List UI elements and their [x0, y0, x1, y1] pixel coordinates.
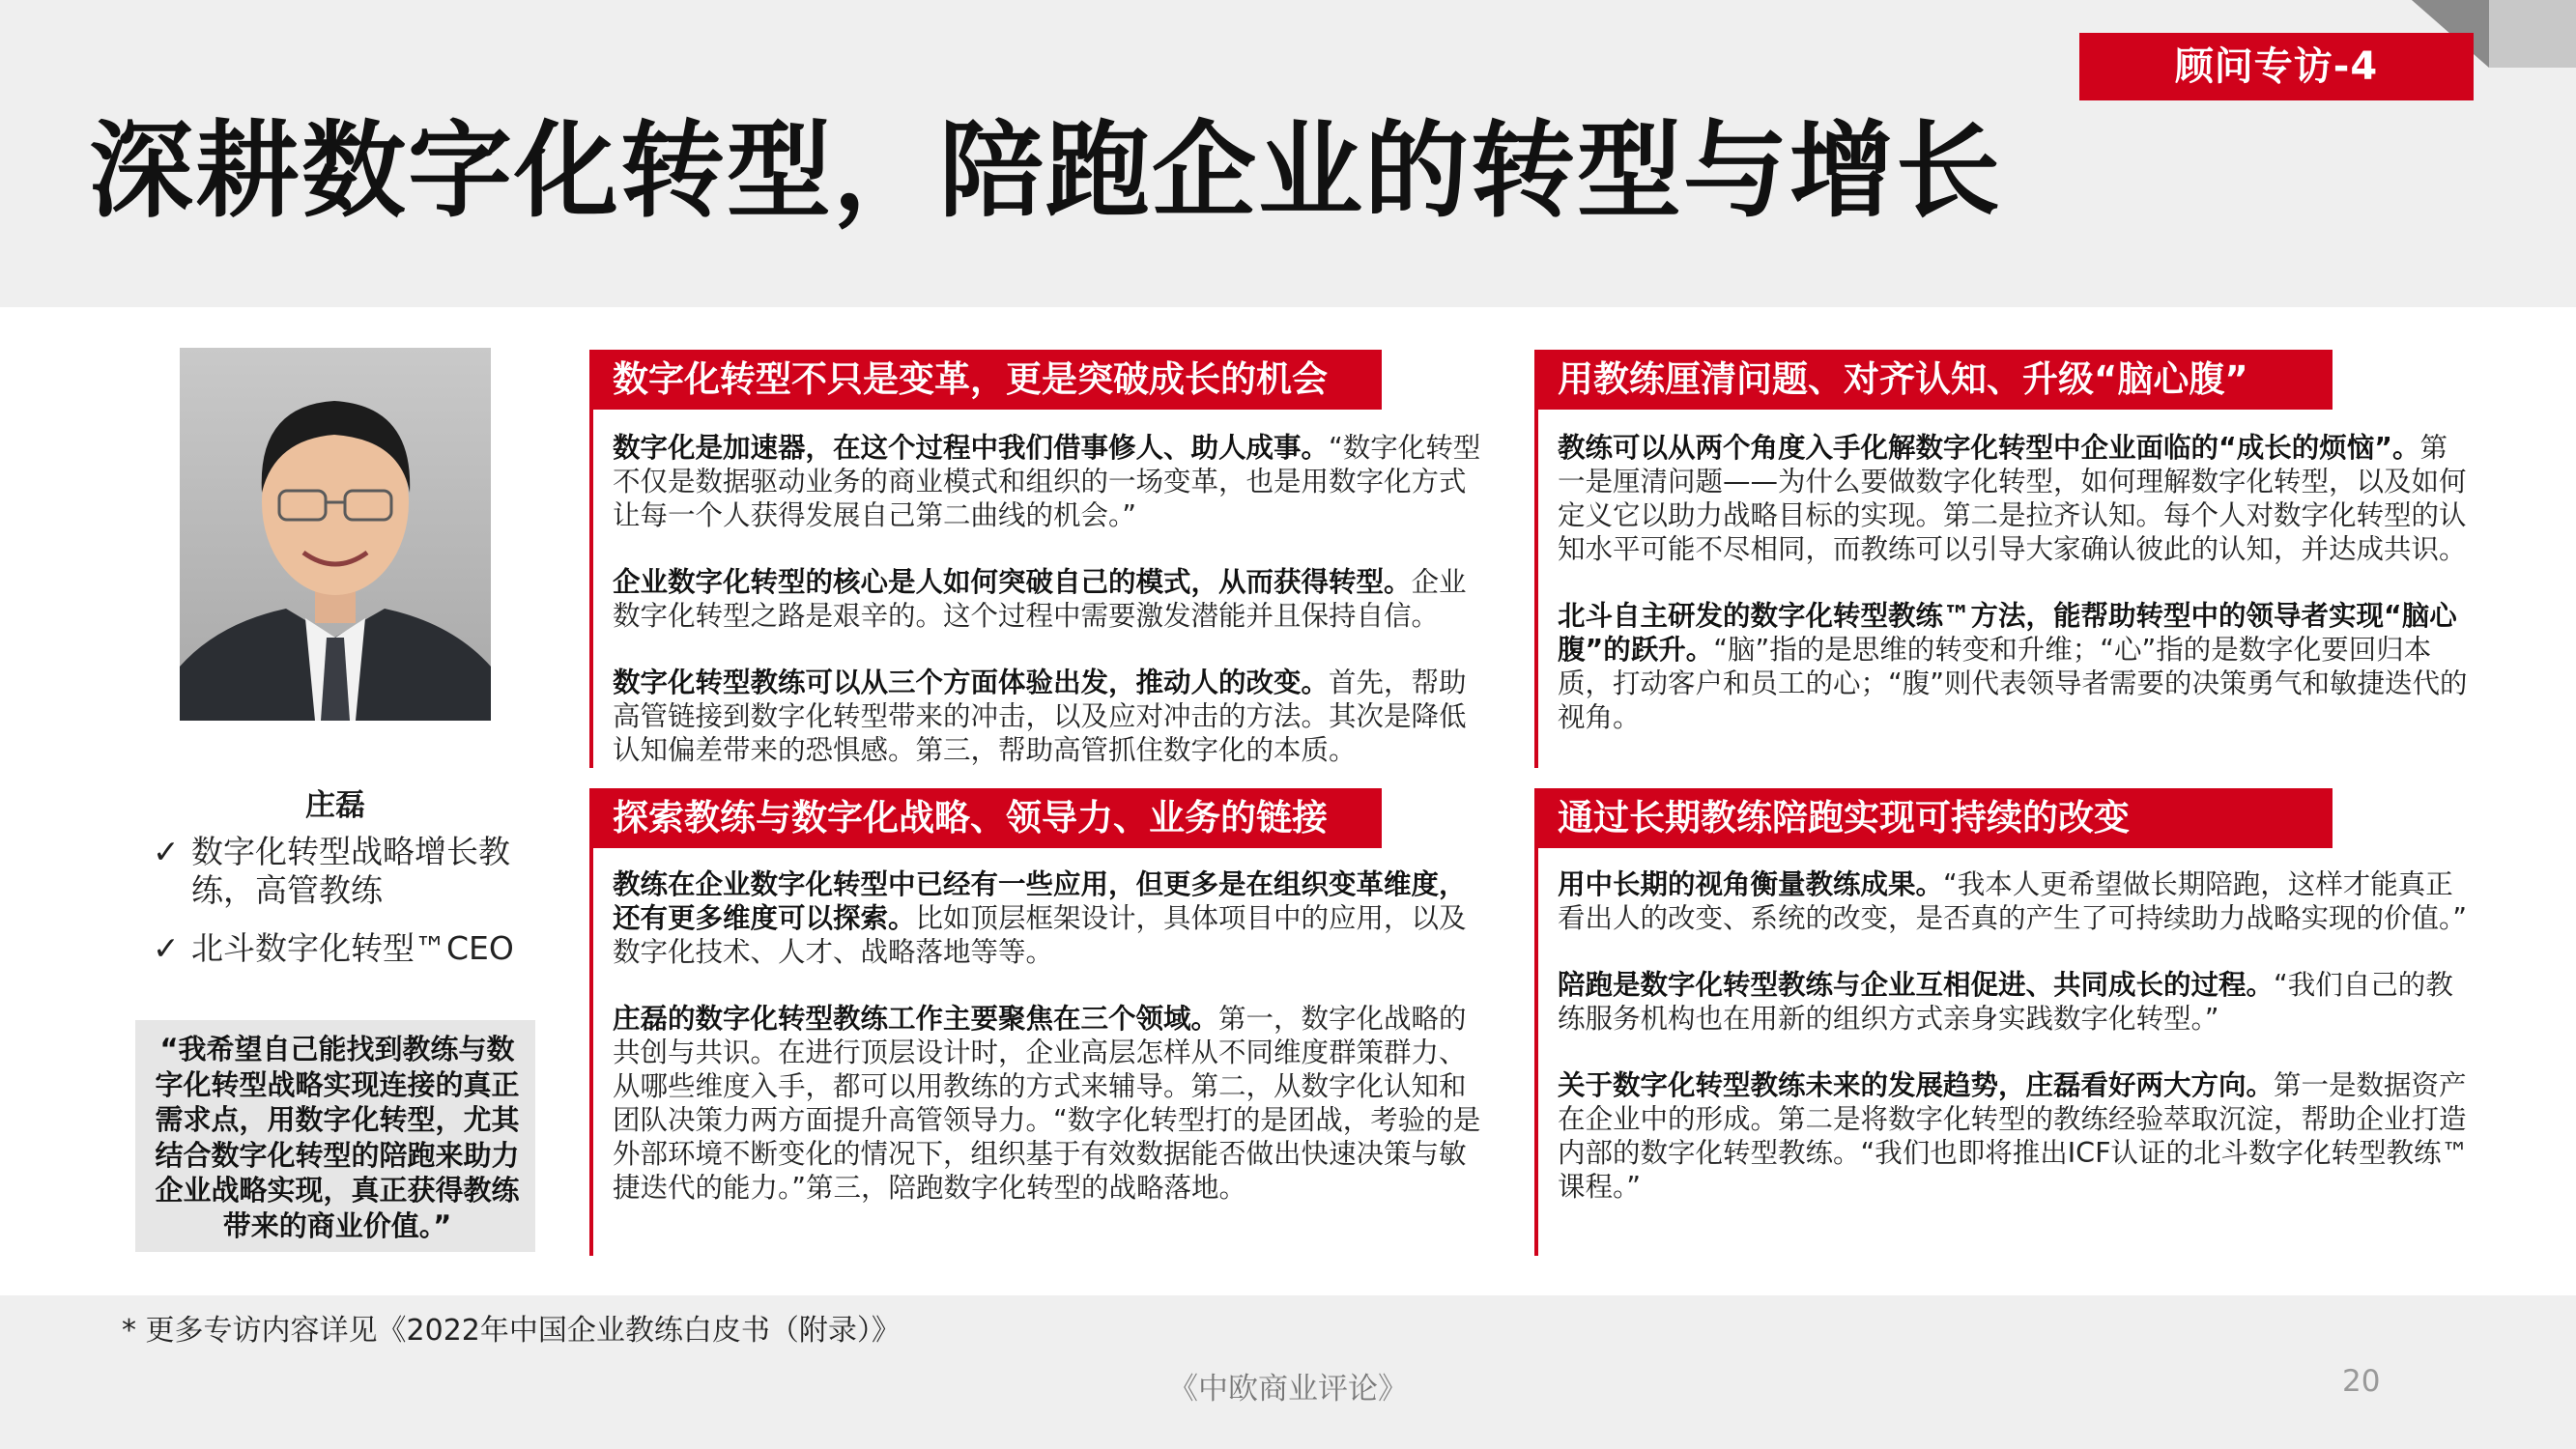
- credential-item: ✓ 数字化转型战略增长教练，高管教练: [153, 833, 510, 909]
- section-body: [1558, 867, 2472, 1236]
- section-heading: 探索教练与数字化战略、领导力、业务的链接: [589, 788, 1382, 848]
- paragraph: 教练在企业数字化转型中已经有一些应用，但更多是在组织变革维度，还有更多维度可以探索。比如顶层框架设计，具体项目中的应用，以及数字化技术、人才、战略落地等等。: [613, 868, 1467, 968]
- paragraph: 用中长期的视角衡量教练成果。“我本人更希望做长期陪跑，这样才能真正看出人的改变、系统的改变，是否真的产生了可持续助力战略实现的价值。”: [1558, 868, 2468, 934]
- paragraph: 关于数字化转型教练未来的发展趋势，庄磊看好两大方向。第一是数据资产在企业中的形成。第二是将数字化转型的教练经验萃取沉淀，帮助企业打造内部的数字化转型教练。“我们也即将推出ICF认证的北斗数字化转型教练™课程。”: [1558, 1069, 2469, 1203]
- section-heading: 用教练厘清问题、对齐认知、升级“脑心腹”: [1534, 350, 2333, 410]
- page-title: 深耕数字化转型，陪跑企业的转型与增长: [89, 111, 2003, 232]
- paragraph: 陪跑是数字化转型教练与企业互相促进、共同成长的过程。“我们自己的教练服务机构也在用新的组织方式亲身实践数字化转型。”: [1558, 969, 2453, 1035]
- pull-quote: “我希望自己能找到教练与数字化转型战略实现连接的真正需求点，用数字化转型，尤其结合数字化转型的陪跑来助力企业战略实现，真正获得教练带来的商业价值。”: [135, 1020, 535, 1252]
- portrait-photo: [180, 348, 491, 721]
- section-body: [1558, 431, 2472, 767]
- paragraph: 数字化是加速器，在这个过程中我们借事修人、助人成事。“数字化转型不仅是数据驱动业务的商业模式和组织的一场变革，也是用数字化方式让每一个人获得发展自己第二曲线的机会。”: [613, 432, 1481, 531]
- section-body: [613, 867, 1492, 1237]
- section-heading: 通过长期教练陪跑实现可持续的改变: [1534, 788, 2333, 848]
- person-name: 庄磊: [305, 788, 365, 823]
- checkmark-icon: ✓: [153, 833, 180, 870]
- section-brain-heart-gut: [1534, 350, 2481, 768]
- paragraph: 数字化转型教练可以从三个方面体验出发，推动人的改变。首先，帮助高管链接到数字化转型带来的冲击，以及应对冲击的方法。其次是降低认知偏差带来的恐惧感。第三，帮助高管抓住数字化的本质。: [613, 667, 1467, 766]
- interview-tag: 顾问专访-4: [2079, 33, 2474, 100]
- paragraph: 庄磊的数字化转型教练工作主要聚焦在三个领域。第一，数字化战略的共创与共识。在进行顶层设计时，企业高层怎样从不同维度群策群力、从哪些维度入手，都可以用教练的方式来辅导。第二，从数字化认知和团队决策力两方面提升高管领导力。“数字化转型打的是团战，考验的是外部环境不断变化的情况下，组织基于有效数据能否做出快速决策与敏捷迭代的能力。”第三，陪跑数字化转型的战略落地。: [613, 1003, 1481, 1204]
- section-body: [613, 431, 1482, 800]
- paragraph: 教练可以从两个角度入手化解数字化转型中企业面临的“成长的烦恼”。第一是厘清问题——为什么要做数字化转型，如何理解数字化转型，以及如何定义它以助力战略目标的实现。第二是拉齐认知。每个人对数字化转型的认知水平可能不尽相同，而教练可以引导大家确认彼此的认知，并达成共识。: [1558, 432, 2467, 565]
- section-heading: 数字化转型不只是变革，更是突破成长的机会: [589, 350, 1382, 410]
- page-number: 20: [2342, 1364, 2381, 1399]
- section-growth-opportunity: [589, 350, 1498, 768]
- source-label: 《中欧商业评论》: [1168, 1372, 1408, 1406]
- paragraph: 北斗自主研发的数字化转型教练™方法，能帮助转型中的领导者实现“脑心腹”的跃升。“脑”指的是思维的转变和升维；“心”指的是数字化要回归本质，打动客户和员工的心；“腹”则代表领导者需要的决策勇气和敏捷迭代的视角。: [1558, 600, 2468, 733]
- section-long-term-coaching: [1534, 788, 2481, 1256]
- checkmark-icon: ✓: [153, 929, 180, 967]
- footnote: * 更多专访内容详见《2022年中国企业教练白皮书（附录）》: [122, 1314, 901, 1348]
- section-strategy-leadership-link: [589, 788, 1498, 1256]
- paragraph: 企业数字化转型的核心是人如何突破自己的模式，从而获得转型。企业数字化转型之路是艰辛的。这个过程中需要激发潜能并且保持自信。: [613, 566, 1467, 632]
- credential-item: ✓ 北斗数字化转型™CEO: [153, 929, 514, 967]
